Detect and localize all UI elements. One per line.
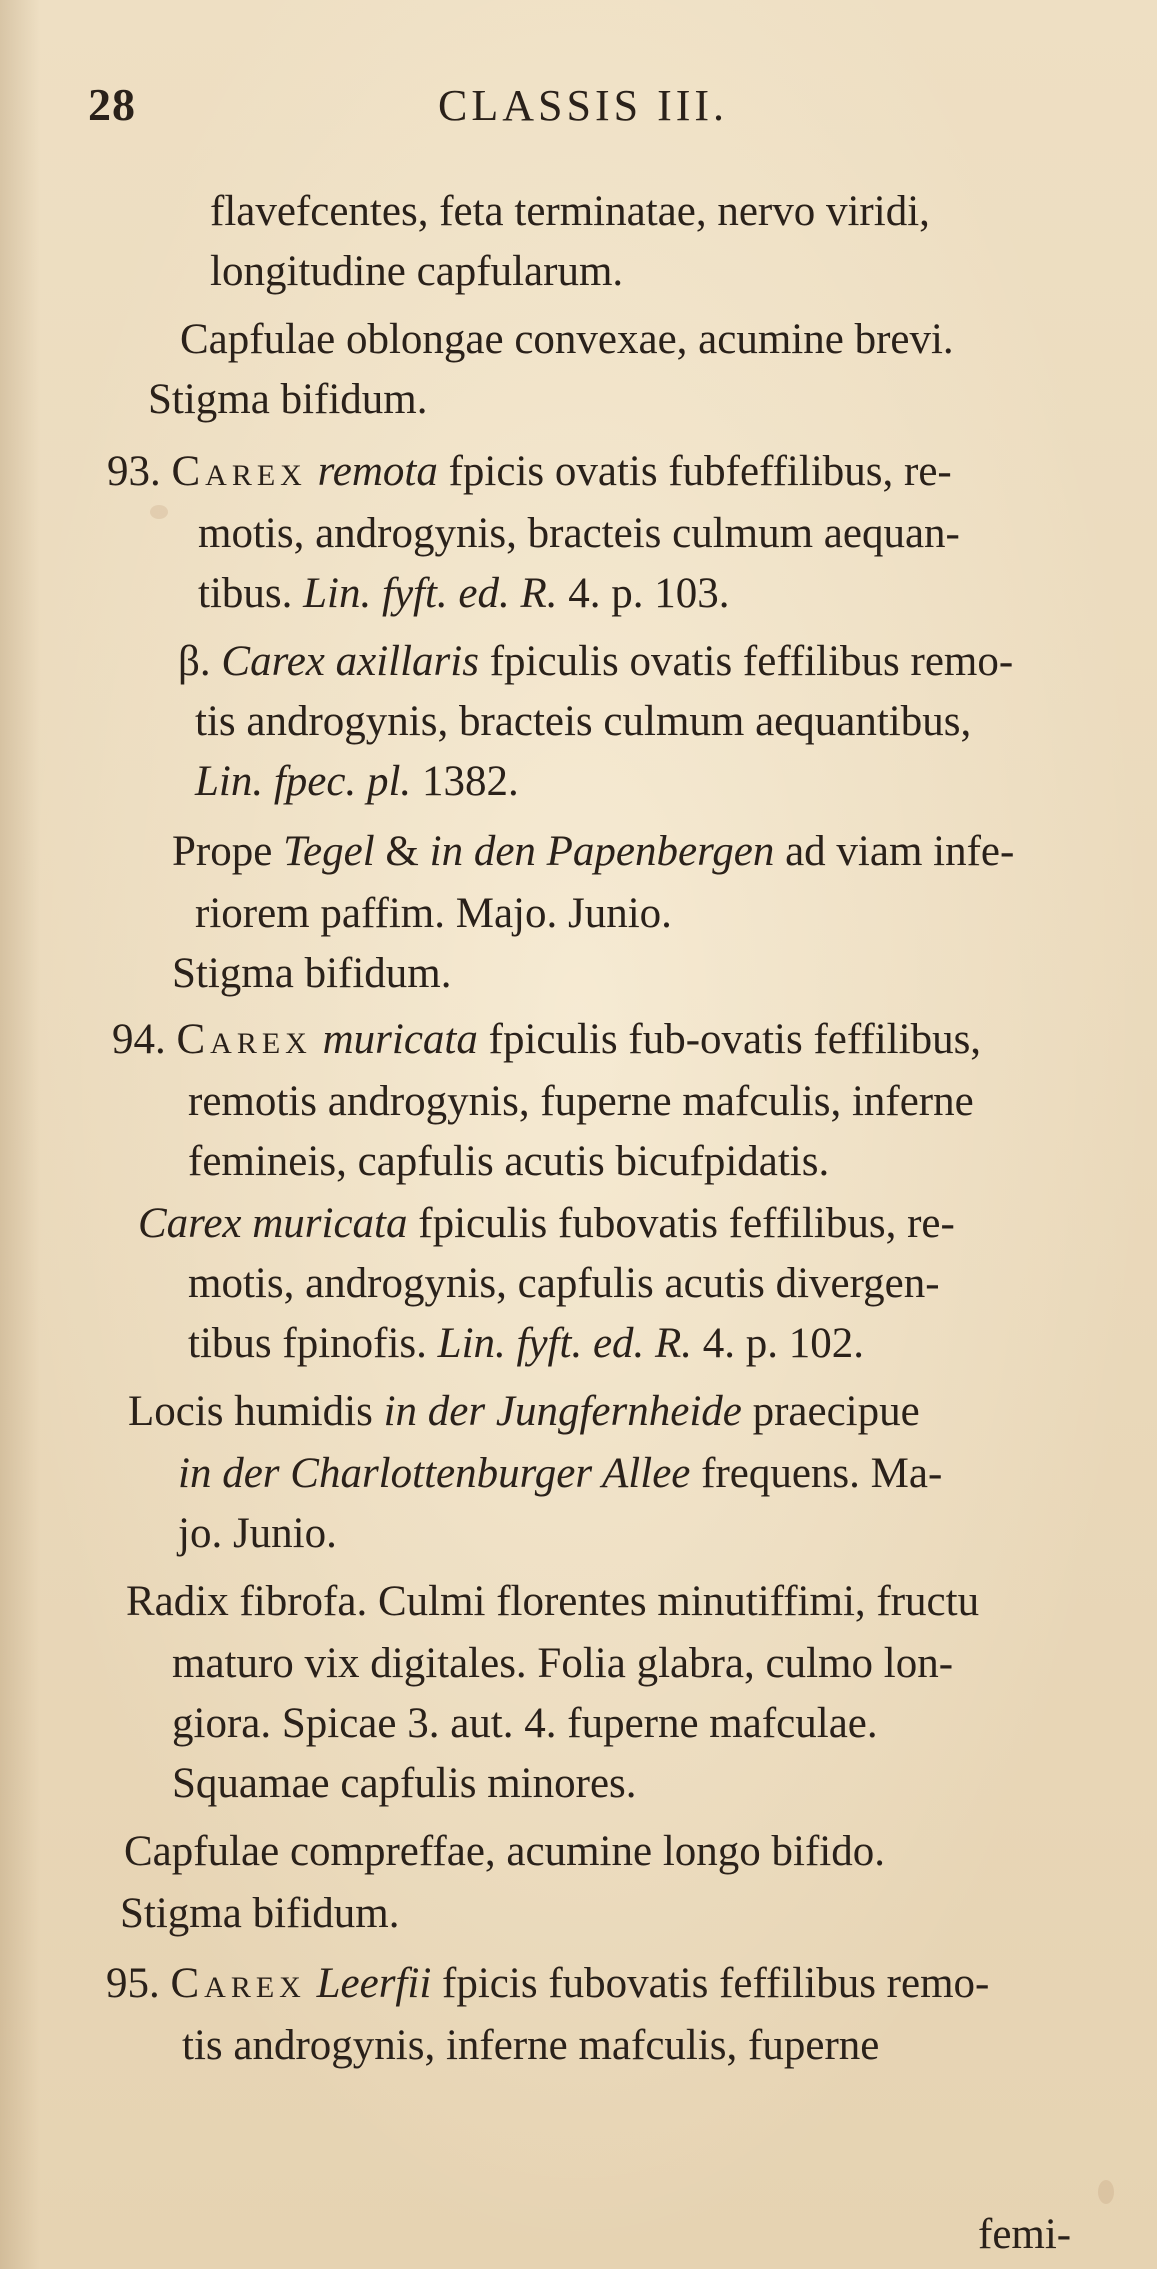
italic-text: Tegel <box>283 828 375 875</box>
text-segment: Radix fibrofa. Culmi florentes minutiffimi, fructu <box>126 1578 980 1625</box>
text-line <box>172 1642 953 1685</box>
text-segment: 95. <box>106 1960 171 2007</box>
text-line <box>172 952 452 995</box>
text-segment: giora. Spicae 3. aut. 4. fuperne mafculae. <box>172 1700 878 1747</box>
text-line <box>198 512 960 555</box>
text-segment: praecipue <box>741 1388 920 1435</box>
text-segment: 4. p. 103. <box>557 570 730 617</box>
text-segment: Stigma bifidum. <box>172 950 452 997</box>
text-segment: fpicis ovatis fubfeffilibus, re- <box>437 448 952 495</box>
text-line <box>106 1962 989 2005</box>
text-segment: longitudine capfularum. <box>210 248 624 295</box>
foxing-spot <box>150 505 168 519</box>
text-segment: fpiculis fubovatis feffilibus, re- <box>407 1200 955 1247</box>
text-line <box>126 1580 979 1623</box>
text-segment: 1382. <box>411 758 519 805</box>
text-segment: Stigma bifidum. <box>120 1890 400 1937</box>
text-segment: flavefcentes, feta terminatae, nervo viridi, <box>210 188 930 235</box>
genus-name: Carex <box>170 1960 306 2007</box>
text-segment: & <box>374 828 430 875</box>
text-segment: Capfulae oblongae convexae, acumine brevi. <box>180 316 954 363</box>
text-segment <box>307 448 318 495</box>
text-line <box>172 830 1014 873</box>
text-segment: motis, androgynis, capfulis acutis divergen- <box>188 1260 940 1307</box>
text-segment: tibus fpinofis. <box>188 1320 438 1367</box>
text-segment: maturo vix digitales. Folia glabra, culmo lon- <box>172 1640 954 1687</box>
italic-text: Carex muricata <box>138 1200 408 1247</box>
text-line <box>195 700 971 743</box>
text-line <box>112 1018 981 1061</box>
text-line <box>138 1202 955 1245</box>
text-line <box>180 318 954 361</box>
text-segment: tibus. <box>198 570 304 617</box>
text-line <box>195 892 672 935</box>
text-segment <box>312 1016 323 1063</box>
text-line <box>172 1702 878 1745</box>
text-segment: Locis humidis <box>128 1388 384 1435</box>
text-segment: fpicis fubovatis feffilibus remo- <box>431 1960 990 2007</box>
text-line <box>210 250 623 293</box>
text-line <box>178 1452 942 1495</box>
text-line <box>210 190 930 233</box>
text-line <box>107 450 952 493</box>
text-segment: ad viam infe- <box>774 828 1015 875</box>
text-line <box>148 378 428 421</box>
italic-text: in der Charlottenburger Allee <box>178 1450 691 1497</box>
text-segment: frequens. Ma- <box>690 1450 943 1497</box>
text-line <box>188 1322 864 1365</box>
text-segment: Stigma bifidum. <box>148 376 428 423</box>
text-segment: femineis, capfulis acutis bicufpidatis. <box>188 1138 830 1185</box>
text-segment: Capfulae compreffae, acumine longo bifido. <box>124 1828 885 1875</box>
text-segment: Prope <box>172 828 284 875</box>
text-line <box>124 1830 885 1873</box>
text-segment: 93. <box>107 448 172 495</box>
italic-text: Leerfii <box>316 1960 432 2007</box>
text-segment: remotis androgynis, fuperne mafculis, inferne <box>188 1078 974 1125</box>
text-segment: tis androgynis, bracteis culmum aequantibus, <box>195 698 972 745</box>
text-segment: Squamae capfulis minores. <box>172 1760 637 1807</box>
text-segment: fpiculis ovatis feffilibus remo- <box>478 638 1014 685</box>
text-line <box>195 760 519 803</box>
italic-text: muricata <box>322 1016 478 1063</box>
text-line <box>120 1892 400 1935</box>
genus-name: Carex <box>171 448 307 495</box>
text-segment: jo. Junio. <box>178 1510 337 1557</box>
text-segment: riorem paffim. Majo. Junio. <box>195 890 672 937</box>
page-header <box>0 78 1157 138</box>
italic-text: Lin. fyft. ed. R. <box>437 1320 693 1367</box>
text-line <box>182 2024 879 2067</box>
foxing-spot <box>1098 2180 1114 2204</box>
italic-text: Lin. fyft. ed. R. <box>303 570 558 617</box>
text-segment: 4. p. 102. <box>692 1320 865 1367</box>
text-segment <box>306 1960 317 2007</box>
text-line <box>178 640 1013 683</box>
text-line <box>188 1080 974 1123</box>
text-segment: fpiculis fub-ovatis feffilibus, <box>477 1016 982 1063</box>
text-segment: β. <box>178 638 222 685</box>
text-line <box>198 572 730 615</box>
running-head: CLASSIS III. <box>438 81 729 130</box>
text-segment: 94. <box>112 1016 177 1063</box>
text-line <box>188 1262 940 1305</box>
italic-text: remota <box>317 448 438 495</box>
text-line <box>178 1512 337 1555</box>
text-segment: motis, androgynis, bracteis culmum aequan- <box>198 510 960 557</box>
text-line <box>128 1390 920 1433</box>
italic-text: in den Papenbergen <box>429 828 775 875</box>
genus-name: Carex <box>176 1016 312 1063</box>
catchword: femi- <box>978 2211 1072 2258</box>
page-number: 28 <box>88 79 136 130</box>
italic-text: in der Jungfernheide <box>383 1388 742 1435</box>
italic-text: Carex axillaris <box>221 638 479 685</box>
text-segment: tis androgynis, inferne mafculis, fuperne <box>182 2022 880 2069</box>
italic-text: Lin. fpec. pl. <box>195 758 412 805</box>
text-line <box>188 1140 829 1183</box>
text-line <box>172 1762 637 1805</box>
